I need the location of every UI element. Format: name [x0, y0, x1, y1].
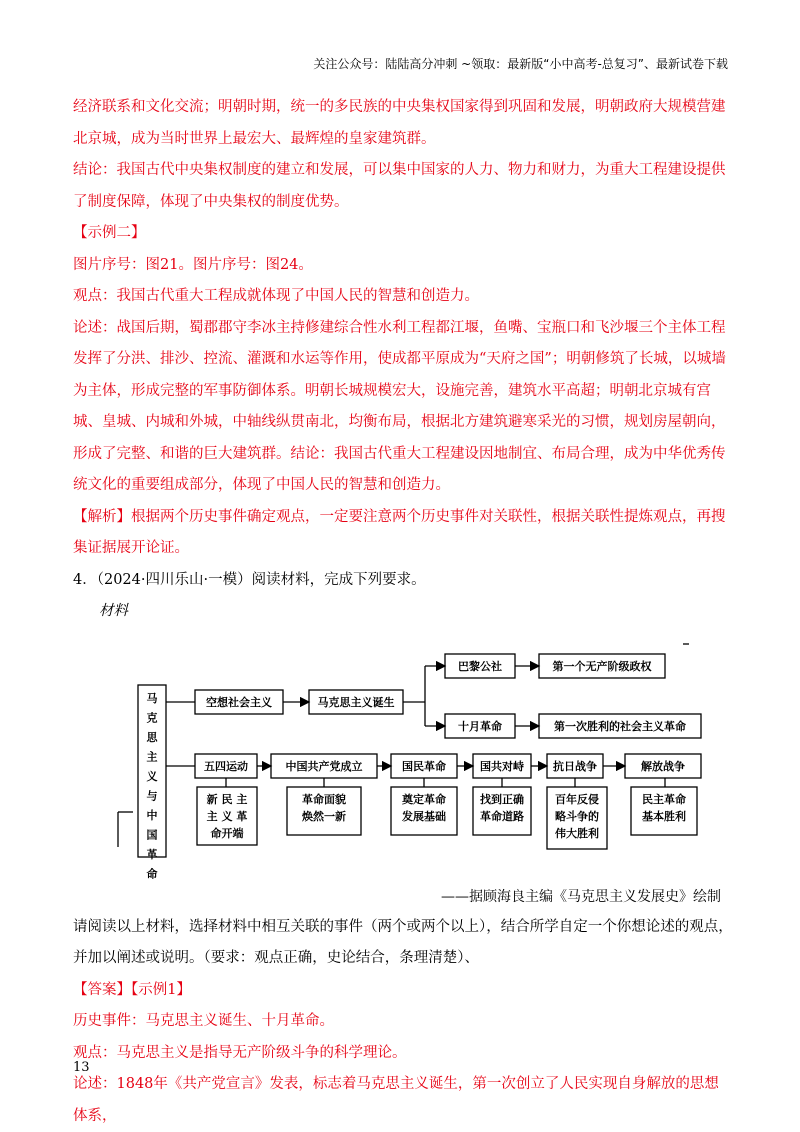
answer-paragraph: 论述：1848年《共产党宣言》发表，标志着马克思主义诞生，第一次创立了人民实现自身解放的思想体系，	[73, 1076, 719, 1124]
root-label-char: 克	[146, 711, 158, 724]
page-content	[73, 92, 733, 1132]
root-label-char: 马	[146, 691, 158, 705]
flow-diagram	[73, 632, 733, 882]
diagram-caption	[73, 882, 733, 912]
bottom-result-label: 新 民 主	[206, 792, 248, 806]
root-label-char: 与	[146, 789, 158, 802]
bottom-event-label: 中国共产党成立	[285, 759, 363, 773]
bottom-result-label: 基本胜利	[642, 809, 686, 823]
bottom-event-label: 抗日战争	[553, 759, 597, 773]
question-stem: 4．（2024·四川乐山·一模）阅读材料，完成下列要求。	[73, 571, 426, 588]
root-label-char: 革	[146, 847, 158, 861]
bottom-result-label: 革命面貌	[302, 792, 346, 806]
branch-event-label: 十月革命	[458, 719, 502, 733]
root-label-char: 主	[146, 750, 158, 763]
bottom-event-label: 国民革命	[402, 759, 446, 773]
root-label-char: 中	[146, 808, 158, 822]
bottom-result-label: 革命道路	[480, 809, 524, 823]
bottom-result-label: 民主革命	[642, 792, 686, 806]
answer-paragraph: 观点：我国古代重大工程成就体现了中国人民的智慧和创造力。	[73, 288, 479, 304]
bottom-event-label: 五四运动	[204, 759, 248, 773]
bottom-event-label: 国共对峙	[480, 759, 524, 773]
bottom-result-label: 伟大胜利	[555, 826, 599, 840]
answer-paragraph: 历史事件：马克思主义诞生、十月革命。	[73, 1013, 334, 1029]
branch-event-label: 巴黎公社	[458, 659, 502, 673]
bottom-result-label: 发展基础	[402, 809, 446, 823]
caption-text: ——据顾海良主编《马克思主义发展史》绘制	[441, 888, 721, 905]
page-header: 关注公众号：陆陆高分冲刺 ~领取：最新版“小中高考-总复习”、最新试卷下载	[313, 57, 728, 71]
bottom-result-label: 略斗争的	[555, 809, 599, 823]
flow-diagram-svg	[73, 632, 733, 882]
branch-result-label: 第一个无产阶级政权	[552, 659, 652, 673]
answer-paragraph: 论述：战国后期，蜀郡郡守李冰主持修建综合性水利工程都江堰，鱼嘴、宝瓶口和飞沙堰三个主体工程发挥了分洪、排沙、控流、灌溉和水运等作用，使成都平原成为“天府之国”；明朝修筑了长城，以城墙为主体，形成完整的军事防御体系。明朝长城规模宏大，设施完善，建筑水平高超；明朝北京城有宫城、皇城、内城和外城，中轴线纵贯南北，均衡布局，根据北方建筑避寒采光的习惯，规划房屋朝向，形成了完整、和谐的巨大建筑群。结论：我国古代重大工程建设因地制宜、布局合理，成为中华优秀传统文化的重要组成部分，体现了中国人民的智慧和创造力。	[73, 319, 726, 493]
top-event-label: 空想社会主义	[206, 695, 272, 709]
top-event-label: 马克思主义诞生	[317, 695, 395, 709]
bottom-result-label: 焕然一新	[302, 809, 346, 823]
answer-paragraph: 图片序号：图21。图片序号：图24。	[73, 256, 313, 273]
branch-result-label: 第一次胜利的社会主义革命	[554, 719, 686, 733]
answer-heading: 【答案】【示例1】	[73, 981, 191, 998]
answer-paragraph: 经济联系和文化交流；明朝时期，统一的多民族的中央集权国家得到巩固和发展，明朝政府大规模营建北京城，成为当时世界上最宏大、最辉煌的皇家建筑群。	[73, 99, 726, 147]
root-label-char: 思	[146, 730, 158, 744]
bottom-result-label: 主 义 革	[206, 809, 248, 823]
root-label-char: 国	[146, 828, 158, 841]
answer-paragraph: 观点：马克思主义是指导无产阶级斗争的科学理论。	[73, 1044, 407, 1061]
analysis-paragraph: 【解析】根据两个历史事件确定观点，一定要注意两个历史事件对关联性，根据关联性提炼观点，再搜集证据展开论证。	[73, 508, 726, 556]
bottom-result-label: 百年反侵	[555, 792, 599, 806]
question-prompt: 请阅读以上材料，选择材料中相互关联的事件（两个或两个以上），结合所学自定一个你想论述的观点，并加以阐述或说明。（要求：观点正确，史论结合，条理清楚）、	[73, 918, 733, 966]
root-label-char: 义	[146, 769, 158, 783]
bottom-event-label: 解放战争	[641, 759, 685, 773]
root-label-char: 命	[146, 867, 158, 880]
bottom-result-label: 奠定革命	[402, 792, 446, 806]
bottom-result-label: 找到正确	[480, 792, 524, 806]
bottom-result-label: 命开端	[210, 826, 244, 840]
page-number: 13	[73, 1060, 90, 1075]
example-heading: 【示例二】	[73, 225, 146, 241]
answer-paragraph: 结论：我国古代中央集权制度的建立和发展，可以集中国家的人力、物力和财力，为重大工程建设提供了制度保障，体现了中央集权的制度优势。	[73, 162, 726, 210]
material-label: 材料	[99, 603, 128, 619]
